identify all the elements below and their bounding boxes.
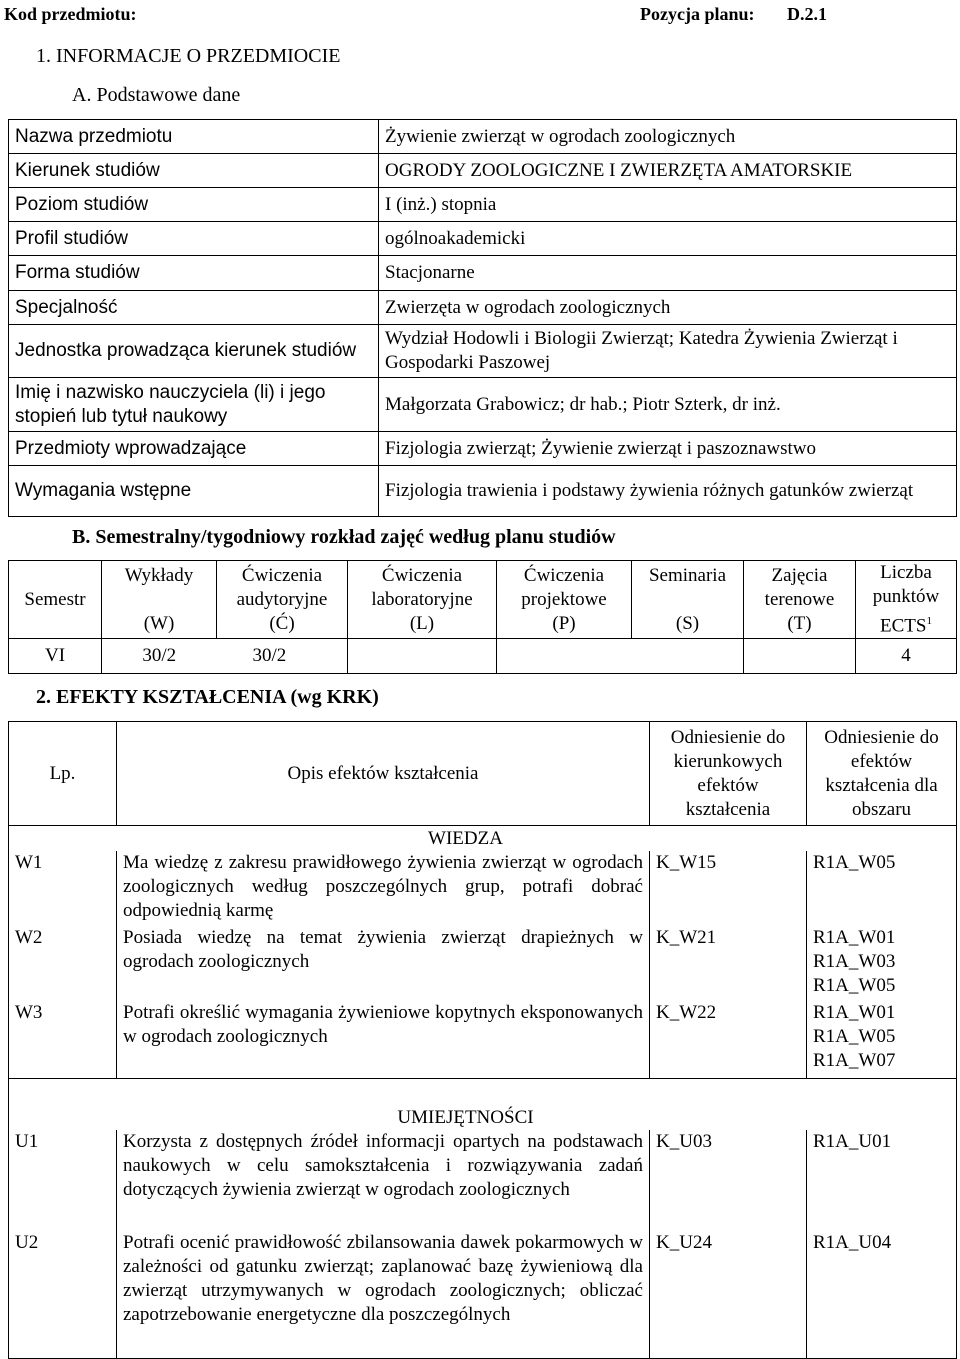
value-field: OGRODY ZOOLOGICZNE I ZWIERZĘTA AMATORSKIE bbox=[379, 154, 957, 188]
row-ects: 4 bbox=[856, 639, 957, 674]
value-profile: ogólnoakademicki bbox=[379, 222, 957, 256]
label-level: Poziom studiów bbox=[9, 188, 379, 222]
section-knowledge: WIEDZA bbox=[9, 826, 957, 851]
outcome-field-ref: K_W15 bbox=[650, 851, 807, 926]
label-field: Kierunek studiów bbox=[9, 154, 379, 188]
header-field-reference: Odniesienie do kierunkowych efektów kształcenia bbox=[650, 722, 807, 826]
section2-title: 2. EFEKTY KSZTAŁCENIA (wg KRK) bbox=[36, 686, 379, 708]
outcome-description: Korzysta z dostępnych źródeł informacji opartych na podstawach naukowych w celu samokształcenia i rozwiązywania zadań dotyczących żywienia zwierząt w ogrodach zoologicznych bbox=[117, 1130, 650, 1231]
outcome-area-ref: R1A_U04 bbox=[807, 1231, 957, 1359]
outcome-area-ref: R1A_W01 R1A_W03 R1A_W05 bbox=[807, 926, 957, 1001]
outcome-area-ref: R1A_W01 R1A_W05 R1A_W07 bbox=[807, 1001, 957, 1079]
schedule-table bbox=[8, 560, 957, 674]
row-auditory: 30/2 bbox=[217, 639, 348, 674]
header-seminars: Seminaria (S) bbox=[632, 561, 744, 639]
outcome-description: Posiada wiedzę na temat żywienia zwierząt drapieżnych w ogrodach zoologicznych bbox=[117, 926, 650, 1001]
subsection-b-title: B. Semestralny/tygodniowy rozkład zajęć według planu studiów bbox=[72, 526, 616, 548]
section-skills: UMIEJĘTNOŚCI bbox=[9, 1079, 957, 1130]
outcome-field-ref: K_U03 bbox=[650, 1130, 807, 1231]
outcome-lp: U2 bbox=[9, 1231, 117, 1359]
label-profile: Profil studiów bbox=[9, 222, 379, 256]
value-form: Stacjonarne bbox=[379, 256, 957, 291]
label-requirements: Wymagania wstępne bbox=[9, 466, 379, 517]
value-level: I (inż.) stopnia bbox=[379, 188, 957, 222]
outcome-field-ref: K_W22 bbox=[650, 1001, 807, 1079]
course-code-label: Kod przedmiotu: bbox=[4, 4, 137, 24]
header-semester: Semestr bbox=[9, 561, 102, 639]
outcome-lp: W2 bbox=[9, 926, 117, 1001]
header-description: Opis efektów kształcenia bbox=[117, 722, 650, 826]
outcome-description: Ma wiedzę z zakresu prawidłowego żywienia zwierząt w ogrodach zoologicznych według poszczególnych grup, potrafi dobrać odpowiednią karmę bbox=[117, 851, 650, 926]
outcome-description: Potrafi ocenić prawidłowość zbilansowania dawek pokarmowych w zależności od gatunku zwierząt; zaplanować bazę żywieniową dla zwierząt utrzymywanych w ogrodach zoologicznych; obliczać zapotrzebowanie energetyczne dla poszczególnych bbox=[117, 1231, 650, 1359]
header-project: Ćwiczenia projektowe (P) bbox=[497, 561, 632, 639]
label-form: Forma studiów bbox=[9, 256, 379, 291]
label-teacher: Imię i nazwisko nauczyciela (li) i jego stopień lub tytuł naukowy bbox=[9, 378, 379, 432]
value-requirements: Fizjologia trawienia i podstawy żywienia różnych gatunków zwierząt bbox=[379, 466, 957, 517]
row-semester: VI bbox=[9, 639, 102, 674]
outcome-area-ref: R1A_U01 bbox=[807, 1130, 957, 1231]
header-lectures: Wykłady (W) bbox=[102, 561, 217, 639]
header-lp: Lp. bbox=[9, 722, 117, 826]
value-course-name: Żywienie zwierząt w ogrodach zoologicznych bbox=[379, 120, 957, 154]
value-unit: Wydział Hodowli i Biologii Zwierząt; Katedra Żywienia Zwierząt i Gospodarki Paszowej bbox=[379, 325, 957, 378]
outcome-description: Potrafi określić wymagania żywieniowe kopytnych eksponowanych w ogrodach zoologicznych bbox=[117, 1001, 650, 1079]
outcome-field-ref: K_W21 bbox=[650, 926, 807, 1001]
header-field-classes: Zajęcia terenowe (T) bbox=[744, 561, 856, 639]
value-specialty: Zwierzęta w ogrodach zoologicznych bbox=[379, 291, 957, 325]
header-auditory: Ćwiczenia audytoryjne (Ć) bbox=[217, 561, 348, 639]
header-ects: Liczba punktów ECTS$^1$ bbox=[856, 561, 957, 639]
value-prerequisite-courses: Fizjologia zwierząt; Żywienie zwierząt i paszoznawstwo bbox=[379, 432, 957, 466]
basic-info-table bbox=[8, 119, 957, 517]
outcome-lp: W1 bbox=[9, 851, 117, 926]
outcome-area-ref: R1A_W05 bbox=[807, 851, 957, 926]
header-area-reference: Odniesienie do efektów kształcenia dla obszaru bbox=[807, 722, 957, 826]
row-laboratory bbox=[348, 639, 497, 674]
row-field-classes bbox=[744, 639, 856, 674]
label-unit: Jednostka prowadząca kierunek studiów bbox=[9, 325, 379, 378]
row-seminars bbox=[632, 639, 744, 674]
outcome-field-ref: K_U24 bbox=[650, 1231, 807, 1359]
plan-position-label: Pozycja planu: bbox=[640, 4, 755, 24]
outcome-lp: W3 bbox=[9, 1001, 117, 1079]
subsection-a-title: A. Podstawowe dane bbox=[72, 84, 241, 106]
header-laboratory: Ćwiczenia laboratoryjne (L) bbox=[348, 561, 497, 639]
label-prerequisite-courses: Przedmioty wprowadzające bbox=[9, 432, 379, 466]
row-lectures: 30/2 bbox=[102, 639, 217, 674]
outcome-lp: U1 bbox=[9, 1130, 117, 1231]
outcomes-table bbox=[8, 721, 957, 1359]
label-course-name: Nazwa przedmiotu bbox=[9, 120, 379, 154]
section1-title: 1. INFORMACJE O PRZEDMIOCIE bbox=[36, 45, 341, 67]
plan-position-value: D.2.1 bbox=[787, 4, 827, 24]
label-specialty: Specjalność bbox=[9, 291, 379, 325]
row-project bbox=[497, 639, 632, 674]
value-teacher: Małgorzata Grabowicz; dr hab.; Piotr Szterk, dr inż. bbox=[379, 378, 957, 432]
